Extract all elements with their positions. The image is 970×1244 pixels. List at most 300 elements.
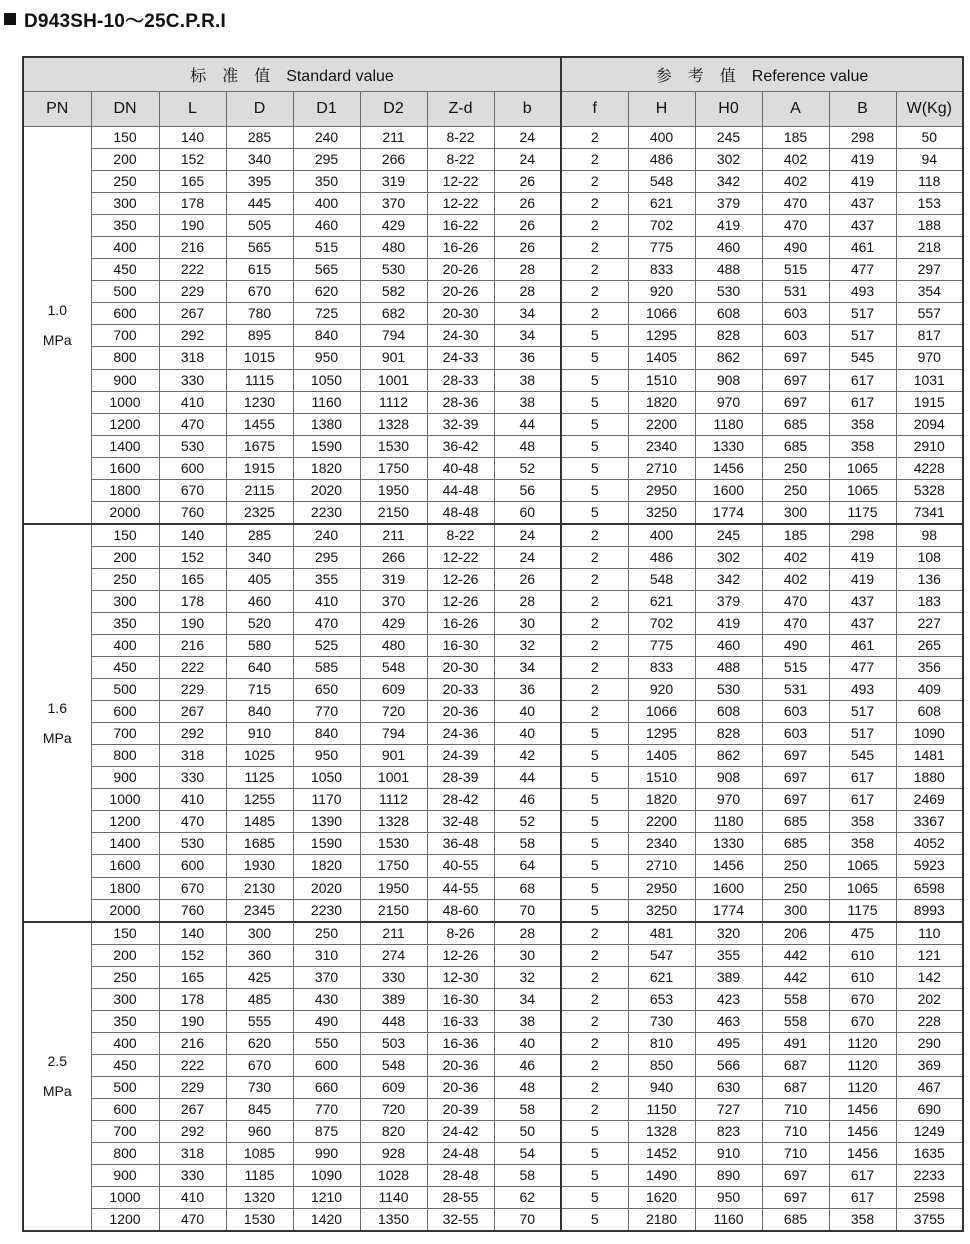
table-cell: 400 [91,634,159,656]
table-cell: 395 [226,171,293,193]
table-cell: 1405 [628,745,695,767]
table-cell: 48 [494,435,561,457]
table-cell: 500 [91,281,159,303]
table-cell: 24-48 [427,1142,494,1164]
table-cell: 319 [360,568,427,590]
table-cell: 419 [829,171,896,193]
table-cell: 1025 [226,745,293,767]
table-cell: 2910 [896,435,963,457]
table-cell: 470 [762,193,829,215]
table-cell: 5 [561,1120,628,1142]
table-cell: 350 [293,171,360,193]
table-cell: 1065 [829,479,896,501]
table-cell: 600 [293,1054,360,1076]
table-row [23,457,963,479]
table-cell: 437 [829,590,896,612]
table-cell: 24 [494,524,561,547]
table-cell: 794 [360,325,427,347]
table-cell: 292 [159,1120,226,1142]
table-cell: 470 [159,1209,226,1232]
table-cell: 1160 [293,391,360,413]
table-row [23,811,963,833]
table-cell: 319 [360,171,427,193]
table-cell: 2230 [293,501,360,524]
table-cell: 360 [226,944,293,966]
table-cell: 687 [762,1054,829,1076]
table-cell: 24-30 [427,325,494,347]
table-cell: 267 [159,701,226,723]
table-cell: 48 [494,1076,561,1098]
table-cell: 1510 [628,767,695,789]
table-cell: 710 [762,1142,829,1164]
table-cell: 16-26 [427,237,494,259]
table-cell: 450 [91,259,159,281]
table-row [23,501,963,524]
table-cell: 1456 [829,1098,896,1120]
table-cell: 400 [293,193,360,215]
table-row [23,922,963,945]
table-cell: 580 [226,634,293,656]
table-row [23,590,963,612]
table-cell: 2345 [226,899,293,922]
table-cell: 1750 [360,457,427,479]
standard-value-header: 标 准 值 Standard value [23,57,561,92]
table-cell: 52 [494,811,561,833]
table-cell: 503 [360,1032,427,1054]
table-cell: 5 [561,1209,628,1232]
table-cell: 630 [695,1076,762,1098]
table-cell: 32-39 [427,413,494,435]
table-cell: 26 [494,193,561,215]
table-cell: 1915 [226,457,293,479]
table-cell: 2000 [91,899,159,922]
table-cell: 621 [628,966,695,988]
table-cell: 460 [695,634,762,656]
table-cell: 295 [293,149,360,171]
table-cell: 5328 [896,479,963,501]
table-cell: 1066 [628,303,695,325]
table-cell: 34 [494,325,561,347]
table-cell: 298 [829,127,896,149]
table-cell: 32 [494,634,561,656]
table-cell: 266 [360,149,427,171]
table-cell: 1015 [226,347,293,369]
table-row [23,745,963,767]
table-cell: 222 [159,657,226,679]
column-header: A [762,92,829,127]
table-cell: 6598 [896,877,963,899]
table-cell: 1320 [226,1187,293,1209]
table-cell: 54 [494,1142,561,1164]
table-cell: 5 [561,369,628,391]
table-row [23,568,963,590]
table-cell: 620 [226,1032,293,1054]
table-cell: 920 [628,679,695,701]
column-header: H0 [695,92,762,127]
table-cell: 1000 [91,1187,159,1209]
table-cell: 1675 [226,435,293,457]
table-cell: 1150 [628,1098,695,1120]
table-cell: 900 [91,369,159,391]
table-cell: 1115 [226,369,293,391]
square-bullet-icon [4,13,16,25]
table-cell: 285 [226,127,293,149]
table-cell: 40 [494,1032,561,1054]
table-cell: 110 [896,922,963,945]
table-cell: 12-30 [427,966,494,988]
table-cell: 50 [494,1120,561,1142]
table-cell: 28 [494,259,561,281]
table-cell: 58 [494,833,561,855]
table-cell: 770 [293,1098,360,1120]
table-cell: 8-22 [427,149,494,171]
table-cell: 725 [293,303,360,325]
table-cell: 1590 [293,833,360,855]
table-cell: 318 [159,1142,226,1164]
table-cell: 58 [494,1098,561,1120]
table-cell: 26 [494,237,561,259]
table-cell: 2 [561,612,628,634]
table-cell: 178 [159,590,226,612]
title-text: D943SH-10～25C.P.R.I [24,10,226,32]
table-cell: 720 [360,701,427,723]
table-cell: 1880 [896,767,963,789]
table-row [23,369,963,391]
table-cell: 46 [494,1054,561,1076]
table-cell: 44 [494,413,561,435]
table-cell: 1950 [360,877,427,899]
table-cell: 840 [293,723,360,745]
table-cell: 330 [159,369,226,391]
table-cell: 1600 [91,855,159,877]
table-cell: 800 [91,745,159,767]
table-cell: 24 [494,149,561,171]
table-cell: 910 [226,723,293,745]
table-cell: 460 [293,215,360,237]
table-cell: 400 [91,237,159,259]
table-cell: 467 [896,1076,963,1098]
table-cell: 20-36 [427,701,494,723]
table-cell: 1066 [628,701,695,723]
table-cell: 358 [829,1209,896,1232]
table-cell: 32-48 [427,811,494,833]
table-row [23,1187,963,1209]
table-cell: 1185 [226,1165,293,1187]
table-cell: 603 [762,701,829,723]
pressure-unit: MPa [42,729,72,746]
table-cell: 600 [91,701,159,723]
table-cell: 2 [561,568,628,590]
table-cell: 140 [159,922,226,945]
table-cell: 600 [91,303,159,325]
table-cell: 2598 [896,1187,963,1209]
pressure-rating-cell [23,524,91,922]
table-cell: 565 [226,237,293,259]
table-cell: 558 [762,988,829,1010]
table-cell: 3250 [628,899,695,922]
table-cell: 610 [829,944,896,966]
table-cell: 318 [159,745,226,767]
table-cell: 5 [561,877,628,899]
table-cell: 16-22 [427,215,494,237]
table-cell: 16-33 [427,1010,494,1032]
table-cell: 1390 [293,811,360,833]
table-cell: 16-30 [427,634,494,656]
table-cell: 211 [360,127,427,149]
table-cell: 250 [91,171,159,193]
table-cell: 555 [226,1010,293,1032]
table-cell: 2710 [628,457,695,479]
table-cell: 142 [896,966,963,988]
table-cell: 557 [896,303,963,325]
table-row [23,413,963,435]
table-cell: 525 [293,634,360,656]
table-cell: 1820 [293,457,360,479]
table-row [23,1120,963,1142]
table-row [23,546,963,568]
table-cell: 530 [159,435,226,457]
table-cell: 702 [628,612,695,634]
table-cell: 1295 [628,325,695,347]
table-row [23,524,963,547]
table-cell: 1000 [91,789,159,811]
table-cell: 1774 [695,501,762,524]
table-cell: 211 [360,922,427,945]
table-cell: 229 [159,281,226,303]
table-cell: 28-42 [427,789,494,811]
column-header: H [628,92,695,127]
spec-table [22,56,964,1232]
table-cell: 250 [91,966,159,988]
table-cell: 240 [293,127,360,149]
table-cell: 780 [226,303,293,325]
table-row [23,479,963,501]
table-cell: 342 [695,568,762,590]
table-cell: 188 [896,215,963,237]
table-cell: 58 [494,1165,561,1187]
table-cell: 118 [896,171,963,193]
table-cell: 495 [695,1032,762,1054]
table-cell: 640 [226,657,293,679]
table-cell: 165 [159,568,226,590]
table-cell: 32-55 [427,1209,494,1232]
table-cell: 5 [561,479,628,501]
table-cell: 2 [561,679,628,701]
table-cell: 970 [896,347,963,369]
table-cell: 227 [896,612,963,634]
table-cell: 152 [159,944,226,966]
table-cell: 2 [561,922,628,945]
table-cell: 505 [226,215,293,237]
table-cell: 267 [159,303,226,325]
table-cell: 685 [762,811,829,833]
table-cell: 40 [494,723,561,745]
table-cell: 1620 [628,1187,695,1209]
table-cell: 358 [829,435,896,457]
table-cell: 1750 [360,855,427,877]
table-cell: 845 [226,1098,293,1120]
table-cell: 285 [226,524,293,547]
table-cell: 229 [159,1076,226,1098]
table-cell: 697 [762,369,829,391]
table-cell: 1001 [360,767,427,789]
table-cell: 38 [494,369,561,391]
table-cell: 490 [293,1010,360,1032]
table-cell: 64 [494,855,561,877]
table-cell: 245 [695,524,762,547]
table-cell: 410 [293,590,360,612]
table-cell: 617 [829,767,896,789]
table-cell: 530 [695,281,762,303]
table-cell: 50 [896,127,963,149]
table-cell: 730 [226,1076,293,1098]
table-cell: 617 [829,1187,896,1209]
table-cell: 875 [293,1120,360,1142]
table-cell: 517 [829,723,896,745]
table-cell: 653 [628,988,695,1010]
table-cell: 685 [762,435,829,457]
table-cell: 493 [829,281,896,303]
table-cell: 297 [896,259,963,281]
table-cell: 342 [695,171,762,193]
table-cell: 5 [561,1187,628,1209]
table-cell: 20-30 [427,303,494,325]
table-cell: 530 [159,833,226,855]
table-cell: 340 [226,546,293,568]
table-cell: 24-42 [427,1120,494,1142]
table-cell: 445 [226,193,293,215]
table-cell: 183 [896,590,963,612]
table-cell: 908 [695,767,762,789]
table-cell: 548 [628,171,695,193]
table-cell: 24-39 [427,745,494,767]
table-cell: 862 [695,347,762,369]
table-row [23,1165,963,1187]
table-cell: 5 [561,833,628,855]
table-cell: 1065 [829,855,896,877]
table-cell: 1350 [360,1209,427,1232]
table-cell: 28-39 [427,767,494,789]
table-cell: 28-48 [427,1165,494,1187]
table-cell: 475 [829,922,896,945]
table-cell: 545 [829,347,896,369]
table-cell: 697 [762,1187,829,1209]
table-cell: 900 [91,767,159,789]
table-cell: 355 [293,568,360,590]
table-cell: 2150 [360,899,427,922]
table-cell: 450 [91,657,159,679]
table-cell: 685 [762,1209,829,1232]
table-cell: 1774 [695,899,762,922]
table-cell: 621 [628,590,695,612]
table-cell: 461 [829,237,896,259]
table-cell: 617 [829,789,896,811]
table-cell: 477 [829,259,896,281]
table-cell: 2340 [628,435,695,457]
table-cell: 461 [829,634,896,656]
table-cell: 2325 [226,501,293,524]
table-cell: 437 [829,612,896,634]
table-cell: 1255 [226,789,293,811]
table-cell: 2 [561,944,628,966]
table-cell: 1050 [293,767,360,789]
table-row [23,1142,963,1164]
table-cell: 1295 [628,723,695,745]
table-cell: 8-22 [427,524,494,547]
table-cell: 1930 [226,855,293,877]
table-cell: 531 [762,281,829,303]
table-cell: 1481 [896,745,963,767]
table-cell: 250 [762,855,829,877]
table-cell: 370 [360,590,427,612]
table-cell: 200 [91,149,159,171]
table-cell: 2 [561,149,628,171]
table-cell: 295 [293,546,360,568]
table-cell: 354 [896,281,963,303]
table-cell: 28-55 [427,1187,494,1209]
table-cell: 228 [896,1010,963,1032]
table-cell: 402 [762,546,829,568]
table-cell: 517 [829,325,896,347]
table-cell: 950 [293,347,360,369]
table-cell: 250 [762,877,829,899]
table-cell: 448 [360,1010,427,1032]
table-cell: 2 [561,303,628,325]
table-cell: 950 [293,745,360,767]
table-cell: 710 [762,1098,829,1120]
table-cell: 850 [628,1054,695,1076]
table-cell: 70 [494,1209,561,1232]
table-cell: 545 [829,745,896,767]
table-cell: 28 [494,922,561,945]
table-row [23,215,963,237]
table-cell: 1160 [695,1209,762,1232]
table-cell: 28-33 [427,369,494,391]
table-cell: 477 [829,657,896,679]
table-cell: 190 [159,1010,226,1032]
table-cell: 98 [896,524,963,547]
table-cell: 615 [226,259,293,281]
table-cell: 419 [829,568,896,590]
table-cell: 1090 [293,1165,360,1187]
table-cell: 1140 [360,1187,427,1209]
table-cell: 4228 [896,457,963,479]
table-cell: 2340 [628,833,695,855]
table-cell: 1456 [695,855,762,877]
table-cell: 833 [628,259,695,281]
table-cell: 318 [159,347,226,369]
table-cell: 222 [159,1054,226,1076]
table-cell: 165 [159,966,226,988]
table-cell: 1328 [360,811,427,833]
table-cell: 500 [91,1076,159,1098]
table-cell: 8-26 [427,922,494,945]
table-cell: 355 [695,944,762,966]
table-cell: 900 [91,1165,159,1187]
table-cell: 697 [762,789,829,811]
table-cell: 481 [628,922,695,945]
table-cell: 140 [159,524,226,547]
pressure-rating-cell [23,127,91,524]
table-cell: 38 [494,391,561,413]
table-cell: 185 [762,127,829,149]
table-cell: 2 [561,193,628,215]
table-row [23,723,963,745]
table-cell: 908 [695,369,762,391]
column-header: D1 [293,92,360,127]
table-cell: 1530 [360,435,427,457]
table-cell: 670 [226,1054,293,1076]
